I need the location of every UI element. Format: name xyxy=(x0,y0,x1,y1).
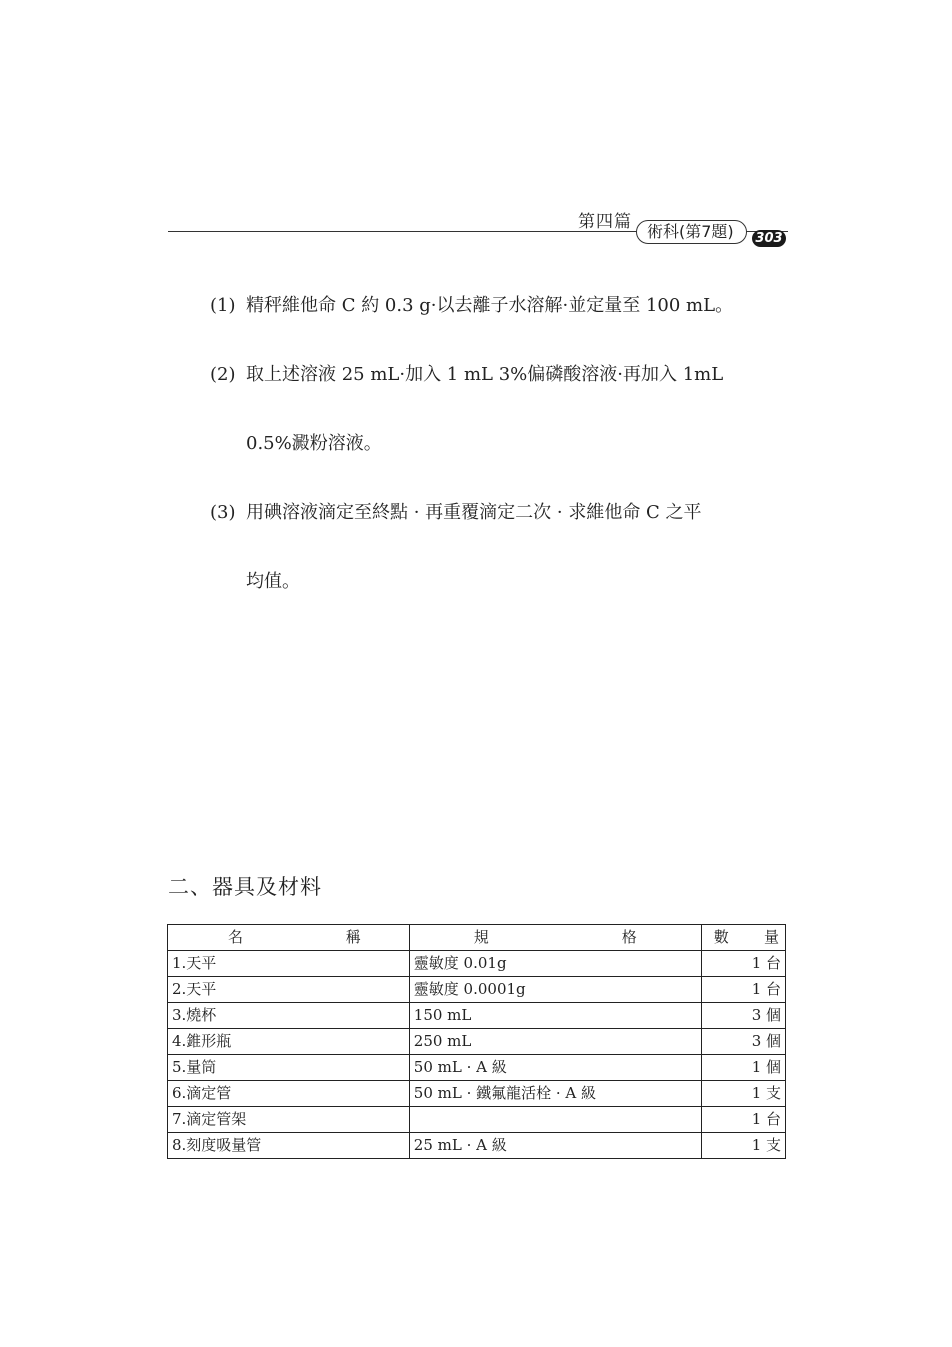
cell-qty: 3 個 xyxy=(701,1029,785,1055)
section-tab: 術科(第7題) xyxy=(636,220,747,244)
cell-name: 1.天平 xyxy=(168,951,410,977)
cell-spec: 150 mL xyxy=(409,1003,701,1029)
table-row xyxy=(168,1081,786,1107)
cell-spec: 50 mL · 鐵氟龍活栓 · A 級 xyxy=(409,1081,701,1107)
cell-spec: 25 mL · A 級 xyxy=(409,1133,701,1159)
step-text: 取上述溶液 25 mL·加入 1 mL 3%偏磷酸溶液·再加入 1mL xyxy=(246,364,724,385)
cell-name: 6.滴定管 xyxy=(168,1081,410,1107)
part-label: 第四篇 xyxy=(578,212,632,232)
table-row xyxy=(168,1107,786,1133)
page-number-badge: 303 xyxy=(752,230,786,247)
header-name: 名 稱 xyxy=(168,925,410,951)
header-qty: 數 量 xyxy=(701,925,785,951)
cell-spec: 50 mL · A 級 xyxy=(409,1055,701,1081)
step-number: (3) xyxy=(210,502,236,523)
table-header-row xyxy=(168,925,786,951)
cell-name: 3.燒杯 xyxy=(168,1003,410,1029)
step-text: 用碘溶液滴定至終點 · 再重覆滴定二次 · 求維他命 C 之平 xyxy=(246,502,702,523)
step-1 xyxy=(210,291,733,317)
cell-qty: 1 支 xyxy=(701,1081,785,1107)
step-3 xyxy=(210,498,702,524)
step-3-continuation: 均值。 xyxy=(246,571,300,592)
cell-qty: 1 台 xyxy=(701,1107,785,1133)
table-row xyxy=(168,1003,786,1029)
step-text: 精秤維他命 C 約 0.3 g·以去離子水溶解·並定量至 100 mL。 xyxy=(246,295,734,316)
table-row xyxy=(168,977,786,1003)
cell-name: 7.滴定管架 xyxy=(168,1107,410,1133)
step-2 xyxy=(210,360,723,386)
cell-qty: 1 個 xyxy=(701,1055,785,1081)
table-row xyxy=(168,1029,786,1055)
cell-name: 5.量筒 xyxy=(168,1055,410,1081)
section-heading: 二、器具及材料 xyxy=(168,875,322,899)
step-number: (2) xyxy=(210,364,236,385)
cell-name: 4.錐形瓶 xyxy=(168,1029,410,1055)
materials-table xyxy=(167,924,786,1159)
step-2-continuation: 0.5%澱粉溶液。 xyxy=(246,433,382,454)
cell-spec: 靈敏度 0.01g xyxy=(409,951,701,977)
table-row xyxy=(168,951,786,977)
cell-spec: 靈敏度 0.0001g xyxy=(409,977,701,1003)
table-row xyxy=(168,1133,786,1159)
cell-spec xyxy=(409,1107,701,1133)
cell-spec: 250 mL xyxy=(409,1029,701,1055)
table-row xyxy=(168,1055,786,1081)
cell-name: 8.刻度吸量管 xyxy=(168,1133,410,1159)
cell-qty: 3 個 xyxy=(701,1003,785,1029)
cell-name: 2.天平 xyxy=(168,977,410,1003)
cell-qty: 1 台 xyxy=(701,977,785,1003)
header-spec: 規 格 xyxy=(409,925,701,951)
cell-qty: 1 支 xyxy=(701,1133,785,1159)
step-number: (1) xyxy=(210,295,236,316)
cell-qty: 1 台 xyxy=(701,951,785,977)
